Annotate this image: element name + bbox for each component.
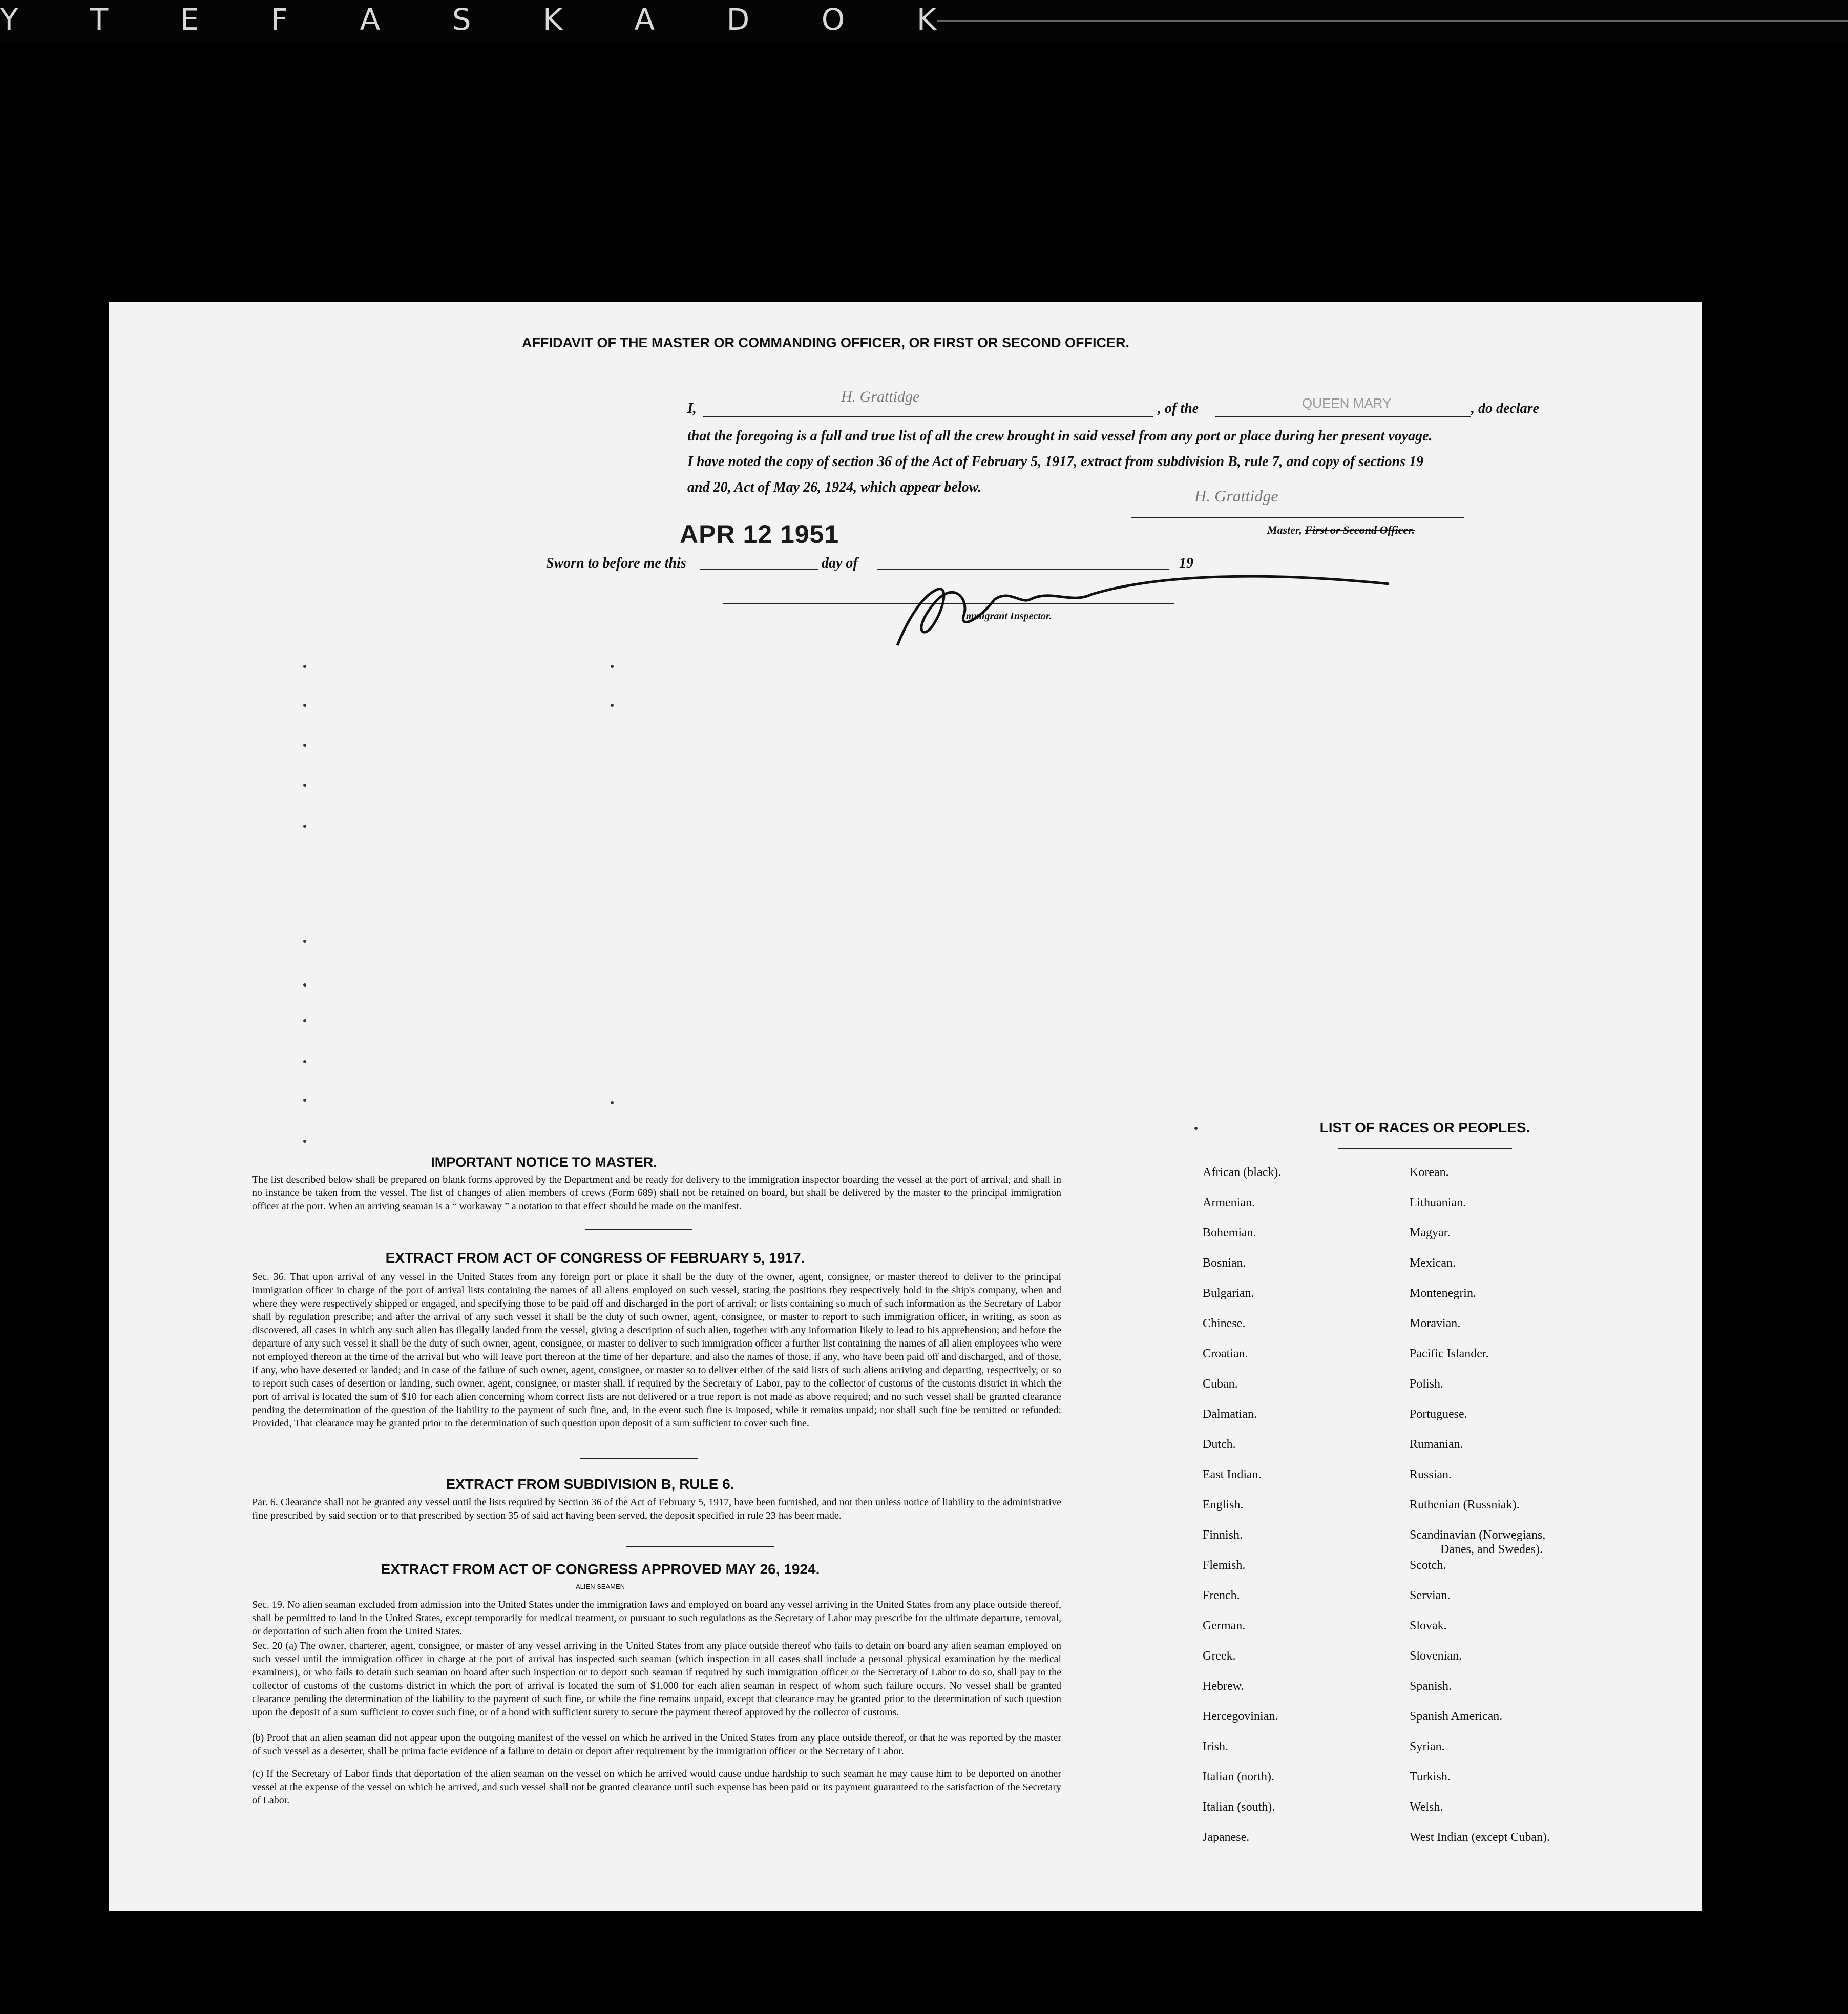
race-item: Korean. [1410, 1166, 1449, 1179]
race-item: Rumanian. [1410, 1438, 1463, 1451]
race-item: Italian (north). [1203, 1770, 1274, 1784]
race-item: Hebrew. [1203, 1680, 1244, 1693]
race-item: Slovenian. [1410, 1649, 1462, 1663]
sec-19-body: Sec. 19. No alien seaman excluded from admission into the United States under the immigration laws and employed on board any vessel arriving in the United States from any place outside thereof, shall be permitted to land in the United States, except temporarily for medical treatment, or pursuant to such regulations as the Secretary of Labor may prescribe for the ultimate departure, removal, or deportation of such alien from the United States. [252, 1599, 1061, 1637]
race-item: Greek. [1203, 1649, 1236, 1663]
stray-mark [303, 784, 306, 787]
race-item: Italian (south). [1203, 1800, 1275, 1814]
stray-mark [611, 665, 614, 668]
film-edge-line [937, 20, 1848, 22]
document-page [109, 302, 1702, 1911]
inspector-signature-stroke [877, 558, 1410, 656]
affidavit-title: AFFIDAVIT OF THE MASTER OR COMMANDING OFFICER, OR FIRST OR SECOND OFFICER. [522, 335, 1129, 350]
declaration-line-4: and 20, Act of May 26, 1924, which appear below. [687, 479, 982, 495]
race-item: French. [1203, 1589, 1240, 1602]
vessel-name: QUEEN MARY [1302, 395, 1392, 411]
stray-mark [303, 825, 306, 828]
race-item: Bulgarian. [1203, 1287, 1254, 1300]
race-item: Mexican. [1410, 1256, 1456, 1270]
declaration-line-2: that the foregoing is a full and true list of all the crew brought in said vessel from any port or place during her present voyage. [687, 428, 1433, 444]
punch-hole [1754, 767, 1780, 794]
year-prefix: 19 [1179, 555, 1193, 571]
race-item: Welsh. [1410, 1800, 1443, 1814]
stray-mark [303, 704, 306, 707]
race-item: Slovak. [1410, 1619, 1447, 1632]
race-item: West Indian (except Cuban). [1410, 1831, 1550, 1844]
race-item: Dutch. [1203, 1438, 1236, 1451]
races-title: LIST OF RACES OR PEOPLES. [1319, 1120, 1530, 1136]
race-item: Spanish American. [1410, 1710, 1503, 1723]
race-item: Finnish. [1203, 1528, 1243, 1542]
race-item: Scandinavian (Norwegians, [1410, 1528, 1546, 1542]
race-item: Moravian. [1410, 1317, 1461, 1330]
race-item: Japanese. [1203, 1831, 1250, 1844]
race-item: Pacific Islander. [1410, 1347, 1489, 1360]
of-the-label: , of the [1158, 401, 1199, 416]
race-item: Syrian. [1410, 1740, 1445, 1753]
races-divider [1338, 1148, 1512, 1149]
race-item: Magyar. [1410, 1226, 1451, 1240]
master-signature-line [1131, 517, 1464, 518]
master-caption: Master, First or Second Officer. [1267, 523, 1415, 536]
race-item: Polish. [1410, 1377, 1444, 1391]
sworn-date-line [700, 569, 818, 570]
extract-1924-title: EXTRACT FROM ACT OF CONGRESS APPROVED MAY 26, 1924. [381, 1561, 820, 1577]
race-item: Servian. [1410, 1589, 1451, 1602]
stray-mark [303, 1099, 306, 1102]
stray-mark [303, 1140, 306, 1143]
race-item: English. [1203, 1498, 1244, 1512]
race-item: Flemish. [1203, 1559, 1246, 1572]
punch-hole [1775, 1758, 1802, 1785]
race-item: Turkish. [1410, 1770, 1451, 1784]
stray-mark [303, 665, 306, 668]
race-item: Spanish. [1410, 1680, 1452, 1693]
punch-hole [1728, 352, 1755, 379]
film-edge-text: Y T E F A S K A D O K [0, 2, 937, 37]
day-of-label: day of [822, 555, 858, 571]
stray-mark [303, 983, 306, 987]
punch-hole [1773, 1670, 1800, 1696]
race-item: Russian. [1410, 1468, 1452, 1481]
extract-1917-body: Sec. 36. That upon arrival of any vessel in the United States from any foreign port or place it shall be the duty of the owner, agent, consignee, or master thereof to deliver to the principal immigration officer in charge of the port of arrival lists containing the names of all aliens employed on such vessel, stating the positions they respectively hold in the ship's company, when and where they were respectively shipped or engaged, and specifying those to be paid off and discharged in the port of arrival; or lists containing so much of such information as the Secretary of Labor shall by regulation prescribe; and after the arrival of any such vessel it shall be the duty of such owner, agent, consignee, or master to report to such immigration officer, in writing, as soon as discovered, all cases in which any such alien has illegally landed from the vessel, giving a description of such alien, together with any information likely to lead to his apprehension; and before the departure of any such vessel it shall be the duty of such owner, agent, consignee, or master to deliver to such immigration officer a further list containing the names of all alien employees who were not employed thereon at the time of the arrival but who will leave port thereon at the time of her departure, and also the names of those, if any, who have been paid off and discharged, and of those, if any, who have deserted or landed; and in case of the failure of such owner, agent, consignee, or master so to deliver either of the said lists of such aliens arriving and departing, respectively, or so to report such cases of desertion or landing, such owner, agent, consignee, or master shall, if required by the Secretary of Labor, pay to the collector of customs of the customs district in which the port of arrival is located the sum of $10 for each alien concerning whom correct lists are not delivered or a true report is not made as above required; and no such vessel shall be granted clearance pending the determination of the question of the liability to the payment of such fine, and, in the event such fine is imposed, while it remains unpaid; nor shall such fine be remitted or refunded: Provided, That clearance may be granted prior to the determination of such question upon deposit of a sum sufficient to cover such fine. [252, 1271, 1061, 1429]
extract-1917-divider [580, 1458, 698, 1459]
race-item: African (black). [1203, 1166, 1282, 1179]
stray-mark [611, 1101, 614, 1104]
race-item: Croatian. [1203, 1347, 1248, 1360]
sec-20b-body: (b) Proof that an alien seaman did not appear upon the outgoing manifest of the vessel on which he arrived in the United States from any place outside thereof, or that he was reported by the master of such vessel as a deserter, shall be prima facie evidence of a failure to detain or deport after requirement by the immigration officer or the Secretary of Labor. [252, 1732, 1061, 1757]
race-item: Irish. [1203, 1740, 1228, 1753]
vessel-line [1215, 416, 1471, 417]
race-item: East Indian. [1203, 1468, 1262, 1481]
race-item: Bohemian. [1203, 1226, 1256, 1240]
race-item: Ruthenian (Russniak). [1410, 1498, 1520, 1512]
film-edge [0, 0, 1848, 41]
race-item: German. [1203, 1619, 1246, 1632]
race-item-continuation: Danes, and Swedes). [1440, 1543, 1543, 1556]
punch-hole [1771, 1420, 1798, 1446]
inspector-caption: Immigrant Inspector. [962, 611, 1052, 622]
race-item: Scotch. [1410, 1559, 1446, 1572]
declaration-line-3: I have noted the copy of section 36 of the Act of February 5, 1917, extract from subdivision B, rule 7, and copy of sections 19 [687, 454, 1424, 470]
subdivision-b-divider [626, 1546, 774, 1547]
sec-20a-body: Sec. 20 (a) The owner, charterer, agent, consignee, or master of any vessel arriving in the United States from any place outside thereof who fails to detain on board any alien seaman employed on such vessel until the immigration officer in charge at the port of arrival has inspected such seaman (which inspection in all cases shall include a personal physical examination by the medical examiners), or who fails to detain such seaman on board after such inspection or to deport such seaman if required by such immigration officer or the Secretary of Labor to do so, shall pay to the collector of customs of the customs district in which the port of arrival is located the sum of $1,000 for each alien seaman in respect of whom such failure occurs. No vessel shall be granted clearance pending the determination of the liability to the payment of such fine, or while the fine remains unpaid, except that clearance may be granted prior to the determination of such question upon the deposit of a sum sufficient to cover such fine, or of a bond with sufficient surety to secure the payment thereof approved by the collector of customs. [252, 1640, 1061, 1718]
subdivision-b-body: Par. 6. Clearance shall not be granted any vessel until the lists required by Section 36 of the Act of February 5, 1917, have been furnished, and not then unless notice of liability to the administrative fine prescribed by said section or to that prescribed by section 35 of said act having been served, the deposit specified in rule 23 has been made. [252, 1497, 1061, 1521]
notice-divider [585, 1229, 692, 1230]
race-item: Hercegovinian. [1203, 1710, 1278, 1723]
race-item: Cuban. [1203, 1377, 1238, 1391]
punch-hole [1769, 1330, 1796, 1356]
extract-1917-title: EXTRACT FROM ACT OF CONGRESS OF FEBRUARY 5, 1917. [385, 1250, 805, 1266]
stray-mark [1194, 1127, 1198, 1130]
stray-mark [303, 940, 306, 943]
race-item: Montenegrin. [1410, 1287, 1476, 1300]
name-line [703, 416, 1153, 417]
stray-mark [303, 744, 306, 747]
date-stamp: APR 12 1951 [680, 520, 839, 549]
race-item: Chinese. [1203, 1317, 1246, 1330]
signer-name-handwritten: H. Grattidge [841, 388, 920, 405]
punch-hole [1751, 423, 1777, 450]
stray-mark [303, 1019, 306, 1022]
subdivision-b-title: EXTRACT FROM SUBDIVISION B, RULE 6. [446, 1476, 734, 1492]
master-signature: H. Grattidge [1194, 487, 1278, 505]
do-declare-label: , do declare [1471, 401, 1539, 416]
stray-mark [303, 1060, 306, 1063]
race-item: Dalmatian. [1203, 1408, 1257, 1421]
punch-hole [1755, 855, 1781, 882]
race-item: Lithuanian. [1410, 1196, 1466, 1209]
stray-mark [611, 704, 614, 707]
sec-20c-body: (c) If the Secretary of Labor finds that deportation of the alien seaman on the vessel on which he arrived would cause undue hardship to such seaman he may cause him to be deported on another vessel at the expense of the vessel on which he arrived, and such vessel shall not be granted clearance until such expense has been paid or its payment guaranteed to the satisfaction of the Secretary of Labor. [252, 1768, 1061, 1806]
race-item: Armenian. [1203, 1196, 1255, 1209]
notice-title: IMPORTANT NOTICE TO MASTER. [431, 1155, 657, 1170]
declaration-i-label: I, [687, 401, 697, 416]
race-item: Bosnian. [1203, 1256, 1246, 1270]
extract-1924-subtitle: ALIEN SEAMEN [575, 1583, 625, 1590]
sworn-label: Sworn to before me this [546, 555, 686, 571]
race-item: Portuguese. [1410, 1408, 1467, 1421]
punch-hole [1753, 513, 1779, 540]
notice-body: The list described below shall be prepared on blank forms approved by the Department and be ready for delivery to the immigration inspector boarding the vessel at the port of arrival, and shall in no instance be taken from the vessel. The list of changes of alien members of crews (Form 689) shall not be retained on board, but shall be delivered by the master to the principal immigration officer at the port. When an arriving seaman is a “ workaway ” a notation to that effect should be made on the manifest. [252, 1174, 1061, 1212]
